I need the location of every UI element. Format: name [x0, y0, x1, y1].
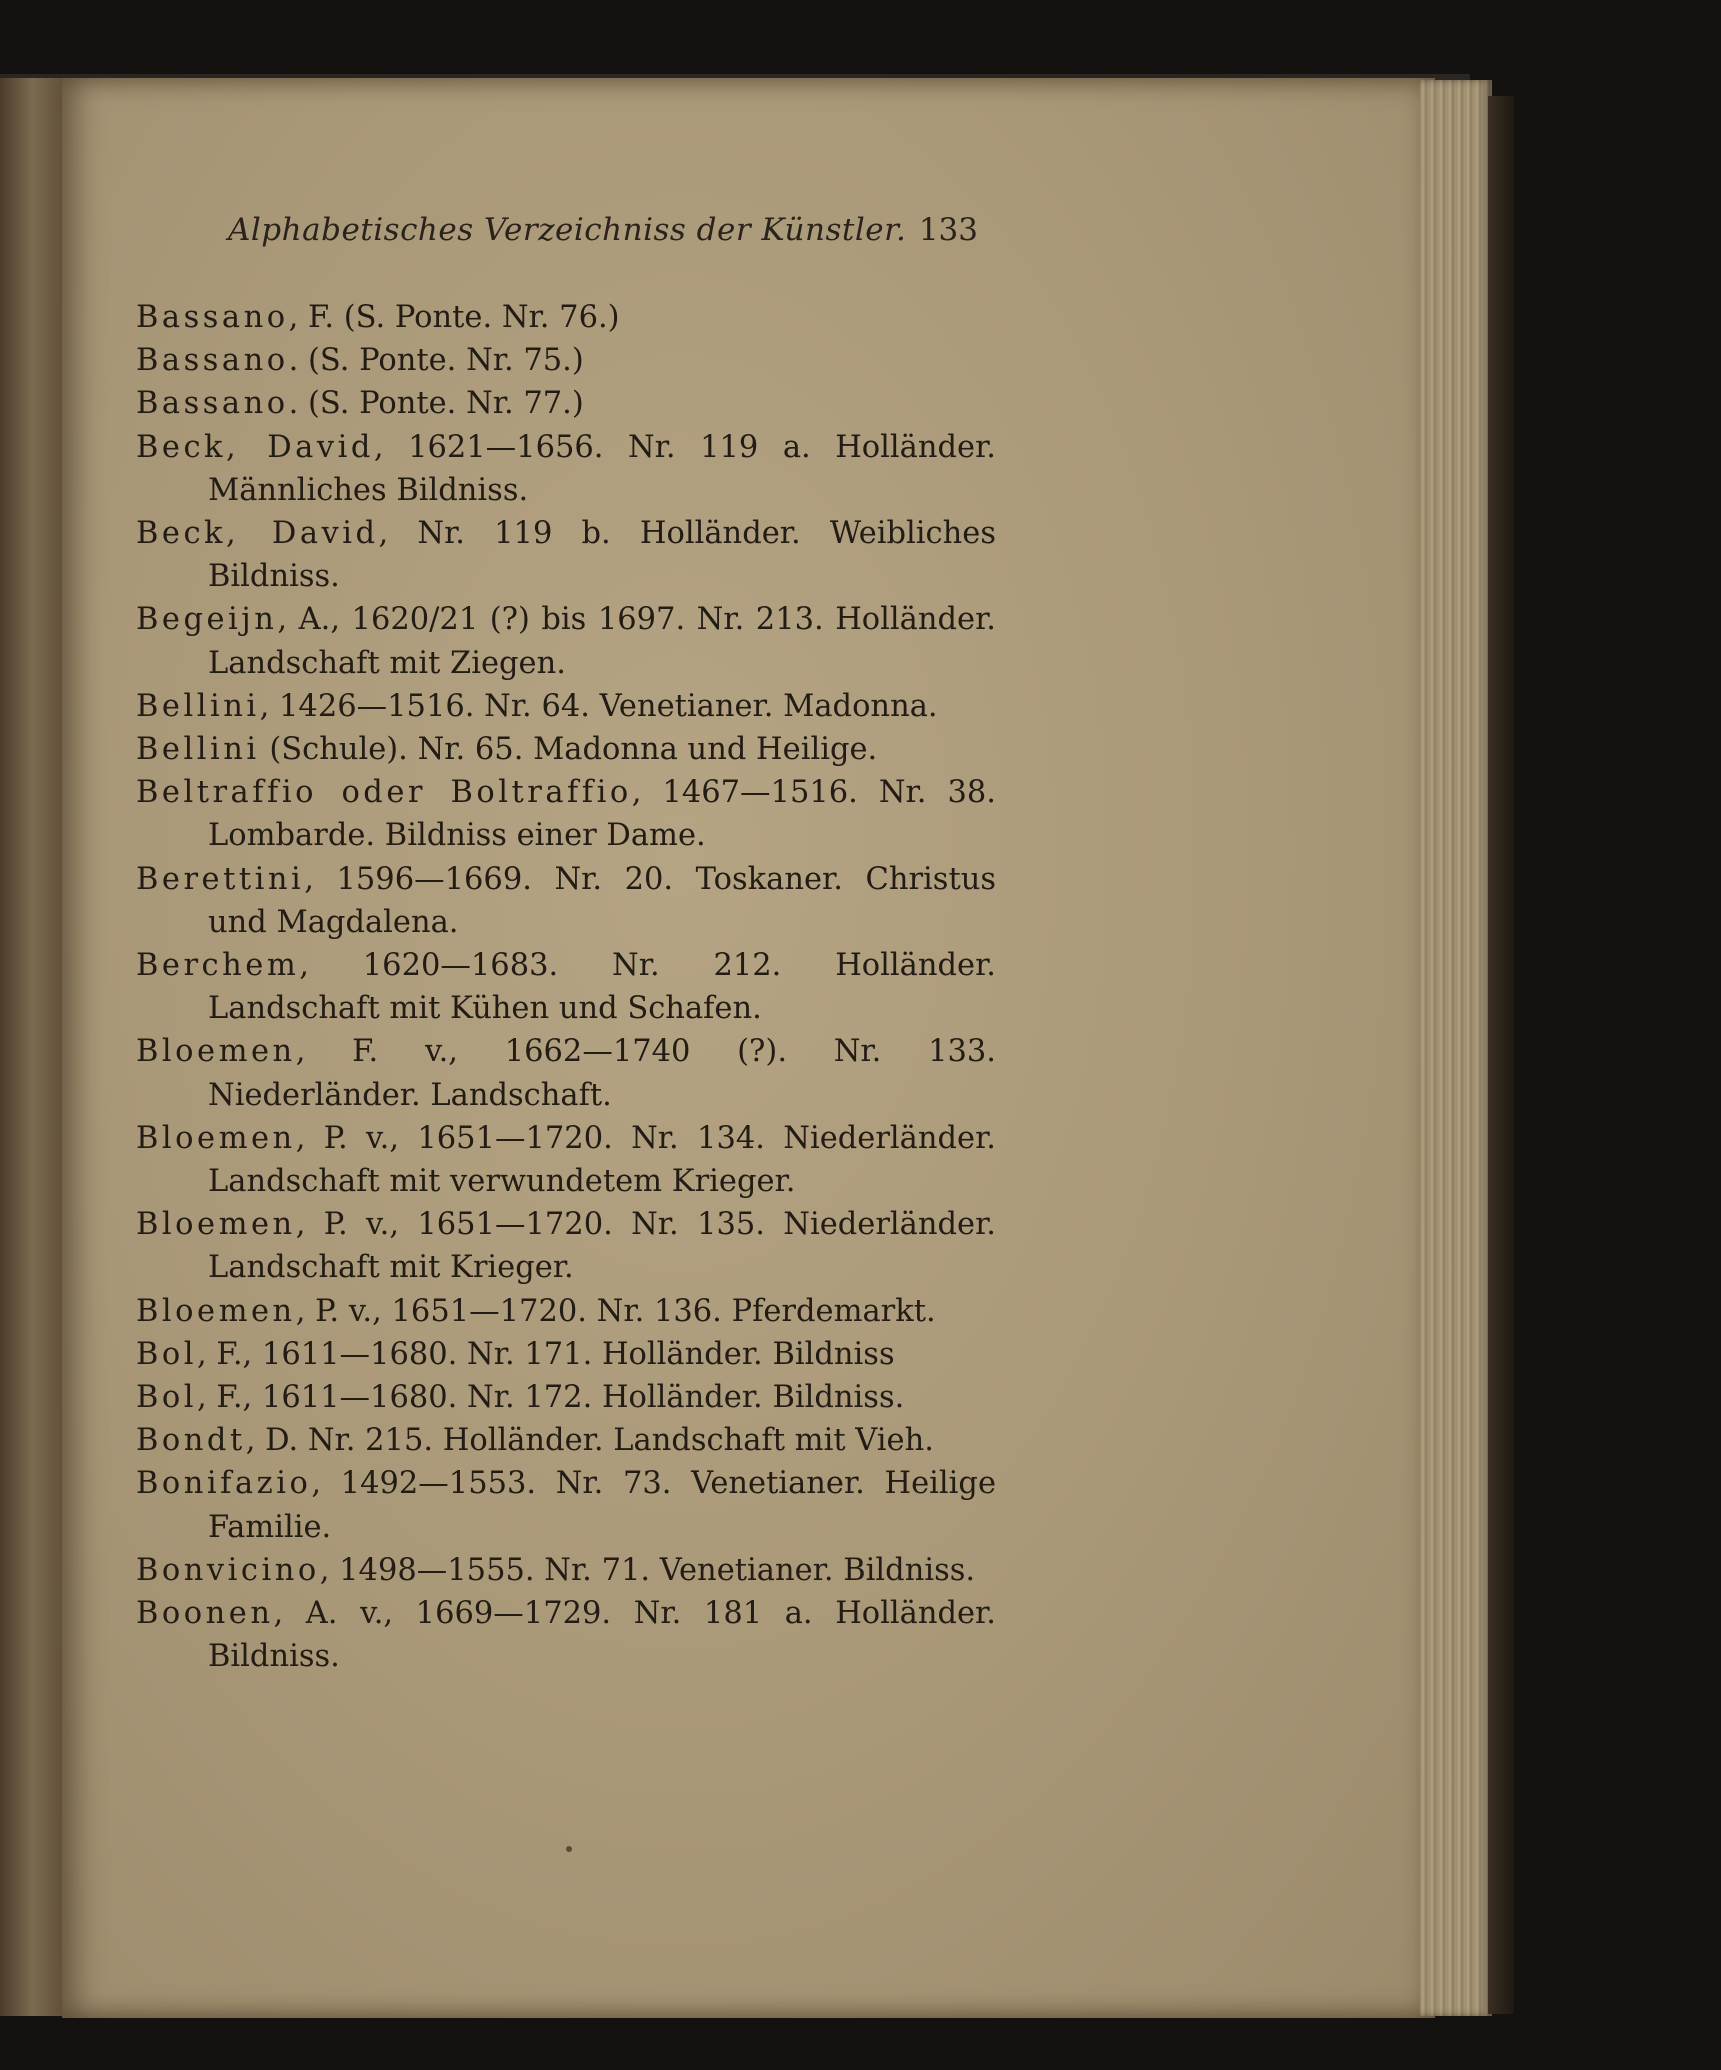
artist-name: Berchem — [136, 948, 300, 984]
artist-name: Bellini — [136, 732, 260, 768]
index-entry — [136, 382, 996, 425]
index-entry — [136, 858, 996, 944]
artist-name: Boonen — [136, 1596, 274, 1632]
book-cover-edge — [1488, 96, 1514, 2014]
artist-name: Bonifazio — [136, 1466, 312, 1502]
entry-details: . (S. Ponte. Nr. 77.) — [288, 386, 584, 422]
ink-speck — [566, 1846, 572, 1852]
entry-details: , 1492—1553. Nr. 73. Venetianer. Heilige Familie. — [208, 1466, 996, 1545]
index-entry — [136, 296, 996, 339]
index-entry — [136, 944, 996, 1030]
artist-name: Bonvicino — [136, 1552, 320, 1588]
index-entry — [136, 1419, 996, 1462]
artist-name: Bassano — [136, 386, 289, 422]
artist-name: Bloemen — [136, 1120, 296, 1156]
entry-details: . (S. Ponte. Nr. 75.) — [288, 343, 584, 379]
artist-name: Bondt — [136, 1423, 246, 1459]
entry-details: , F., 1611—1680. Nr. 171. Holländer. Bildniss — [197, 1336, 895, 1372]
entry-details: , F. v., 1662—1740 (?). Nr. 133. Niederländer. Landschaft. — [208, 1034, 996, 1113]
running-title: Alphabetisches Verzeichniss der Künstler. — [228, 212, 907, 248]
artist-name: Berettini — [136, 861, 305, 897]
index-entry — [136, 685, 996, 728]
entry-details: , 1620—1683. Nr. 212. Holländer. Landschaft mit Kühen und Schafen. — [208, 948, 996, 1027]
entry-details: , 1621—1656. Nr. 119 a. Holländer. Männliches Bildniss. — [208, 429, 996, 508]
artist-name: Bassano — [136, 300, 289, 335]
artist-name: Bassano — [136, 343, 289, 379]
index-entry — [136, 1290, 996, 1333]
index-entry — [136, 339, 996, 382]
entry-details: , 1467—1516. Nr. 38. Lombarde. Bildniss einer Dame. — [208, 775, 996, 854]
artist-index-list — [136, 296, 996, 1679]
artist-name: Bloemen — [136, 1034, 296, 1070]
index-entry — [136, 1592, 996, 1678]
artist-name: Bloemen — [136, 1293, 296, 1329]
index-entry — [136, 1376, 996, 1419]
index-entry — [136, 598, 996, 684]
entry-details: , Nr. 119 b. Holländer. Weibliches Bildniss. — [208, 516, 996, 595]
entry-details: , D. Nr. 215. Holländer. Landschaft mit Vieh. — [245, 1423, 934, 1459]
index-entry — [136, 728, 996, 771]
index-entry — [136, 1203, 996, 1289]
page-stack-edge — [1420, 80, 1492, 2016]
artist-name: Beck, David — [136, 429, 374, 465]
index-entry — [136, 512, 996, 598]
entry-details: , 1498—1555. Nr. 71. Venetianer. Bildniss. — [319, 1552, 976, 1588]
entry-details: , P. v., 1651—1720. Nr. 135. Niederländer. Landschaft mit Krieger. — [208, 1207, 996, 1286]
index-entry — [136, 426, 996, 512]
page-number: 133 — [918, 212, 978, 248]
index-entry — [136, 1549, 996, 1592]
entry-details: , 1426—1516. Nr. 64. Venetianer. Madonna. — [259, 688, 938, 724]
entry-details: , A., 1620/21 (?) bis 1697. Nr. 213. Holländer. Landschaft mit Ziegen. — [208, 602, 996, 681]
artist-name: Bloemen — [136, 1207, 296, 1243]
entry-details: , A. v., 1669—1729. Nr. 181 a. Holländer. Bildniss. — [208, 1596, 996, 1675]
artist-name: Bol — [136, 1380, 198, 1416]
index-entry — [136, 1117, 996, 1203]
entry-details: , F. (S. Ponte. Nr. 76.) — [288, 300, 620, 335]
artist-name: Beck, David — [136, 516, 379, 552]
artist-name: Bol — [136, 1336, 198, 1372]
entry-details: , P. v., 1651—1720. Nr. 134. Niederländer. Landschaft mit verwundetem Krieger. — [208, 1120, 996, 1200]
entry-details: , P. v., 1651—1720. Nr. 136. Pferdemarkt. — [295, 1293, 936, 1329]
artist-name: Beltraffio oder Boltraffio — [136, 775, 632, 811]
artist-name: Begeijn — [136, 602, 278, 638]
entry-details: , 1596—1669. Nr. 20. Toskaner. Christus und Magdalena. — [208, 861, 996, 940]
index-entry — [136, 771, 996, 857]
index-entry — [136, 1333, 996, 1376]
index-entry — [136, 1030, 996, 1116]
index-entry — [136, 1462, 996, 1548]
entry-details: , F., 1611—1680. Nr. 172. Holländer. Bildniss. — [197, 1380, 905, 1416]
page-header — [228, 212, 988, 262]
entry-details: (Schule). Nr. 65. Madonna und Heilige. — [259, 732, 878, 768]
artist-name: Bellini — [136, 688, 260, 724]
